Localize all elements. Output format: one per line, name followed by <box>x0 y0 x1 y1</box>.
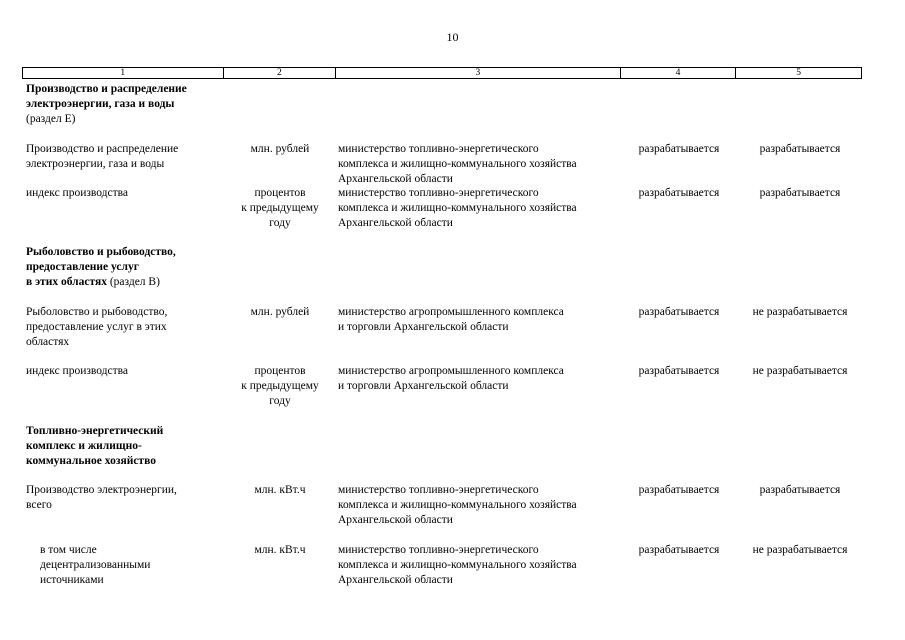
indicator-name: Производство электроэнергии, всего <box>26 484 177 511</box>
status-col-5: не разрабатывается <box>752 365 848 377</box>
status-col-5: разрабатывается <box>759 484 841 496</box>
header-col-5: 5 <box>796 68 802 78</box>
indicator-name: Производство и распределение электроэнергии, газа и воды <box>26 143 179 170</box>
unit: процентов к предыдущему году <box>241 187 319 229</box>
responsible-body: министерство топливно-энергетического комплекса и жилищно-коммунального хозяйства Архангельской области <box>338 484 577 526</box>
status-col-4: разрабатывается <box>638 544 720 556</box>
status-col-4: разрабатывается <box>638 143 720 155</box>
page-number: 10 <box>446 30 459 44</box>
indicator-name: Рыболовство и рыбоводство, предоставление услуг в этих областях <box>26 306 168 348</box>
unit: млн. кВт.ч <box>254 484 306 496</box>
status-col-5: не разрабатывается <box>752 544 848 556</box>
responsible-body: министерство топливно-энергетического комплекса и жилищно-коммунального хозяйства Архангельской области <box>338 544 577 586</box>
section-note: (раздел Е) <box>26 113 76 125</box>
status-col-4: разрабатывается <box>638 484 720 496</box>
status-col-4: разрабатывается <box>638 306 720 318</box>
unit: млн. рублей <box>250 143 310 155</box>
status-col-5: не разрабатывается <box>752 306 848 318</box>
header-col-2: 2 <box>224 68 337 78</box>
section-title: Производство и распределение электроэнергии, газа и воды <box>26 83 187 110</box>
indicator-name: в том числе децентрализованными источниками <box>40 544 151 586</box>
header-col-1: 1 <box>23 68 224 78</box>
section-title: Топливно-энергетический комплекс и жилищно- коммунальное хозяйство <box>26 425 164 467</box>
responsible-body: министерство топливно-энергетического комплекса и жилищно-коммунального хозяйства Архангельской области <box>338 187 577 229</box>
unit: млн. рублей <box>250 306 310 318</box>
responsible-body: министерство агропромышленного комплекса и торговли Архангельской области <box>338 365 564 392</box>
section-title: Рыболовство и рыбоводство, предоставление услуг в этих областях <box>26 246 176 288</box>
indicator-name: индекс производства <box>26 187 129 199</box>
table-header <box>22 67 862 79</box>
unit: млн. кВт.ч <box>254 544 306 556</box>
status-col-4: разрабатывается <box>638 187 720 199</box>
responsible-body: министерство топливно-энергетического комплекса и жилищно-коммунального хозяйства Архангельской области <box>338 143 577 185</box>
section-note: (раздел В) <box>109 276 160 288</box>
unit: процентов к предыдущему году <box>241 365 319 407</box>
section-heading <box>26 424 862 469</box>
header-col-4: 4 <box>621 68 737 78</box>
section-heading <box>26 82 862 127</box>
section-heading <box>26 245 862 290</box>
status-col-4: разрабатывается <box>638 365 720 377</box>
responsible-body: министерство агропромышленного комплекса и торговли Архангельской области <box>338 306 564 333</box>
header-col-3: 3 <box>336 68 620 78</box>
indicator-name: индекс производства <box>26 365 129 377</box>
status-col-5: разрабатывается <box>759 187 841 199</box>
status-col-5: разрабатывается <box>759 143 841 155</box>
